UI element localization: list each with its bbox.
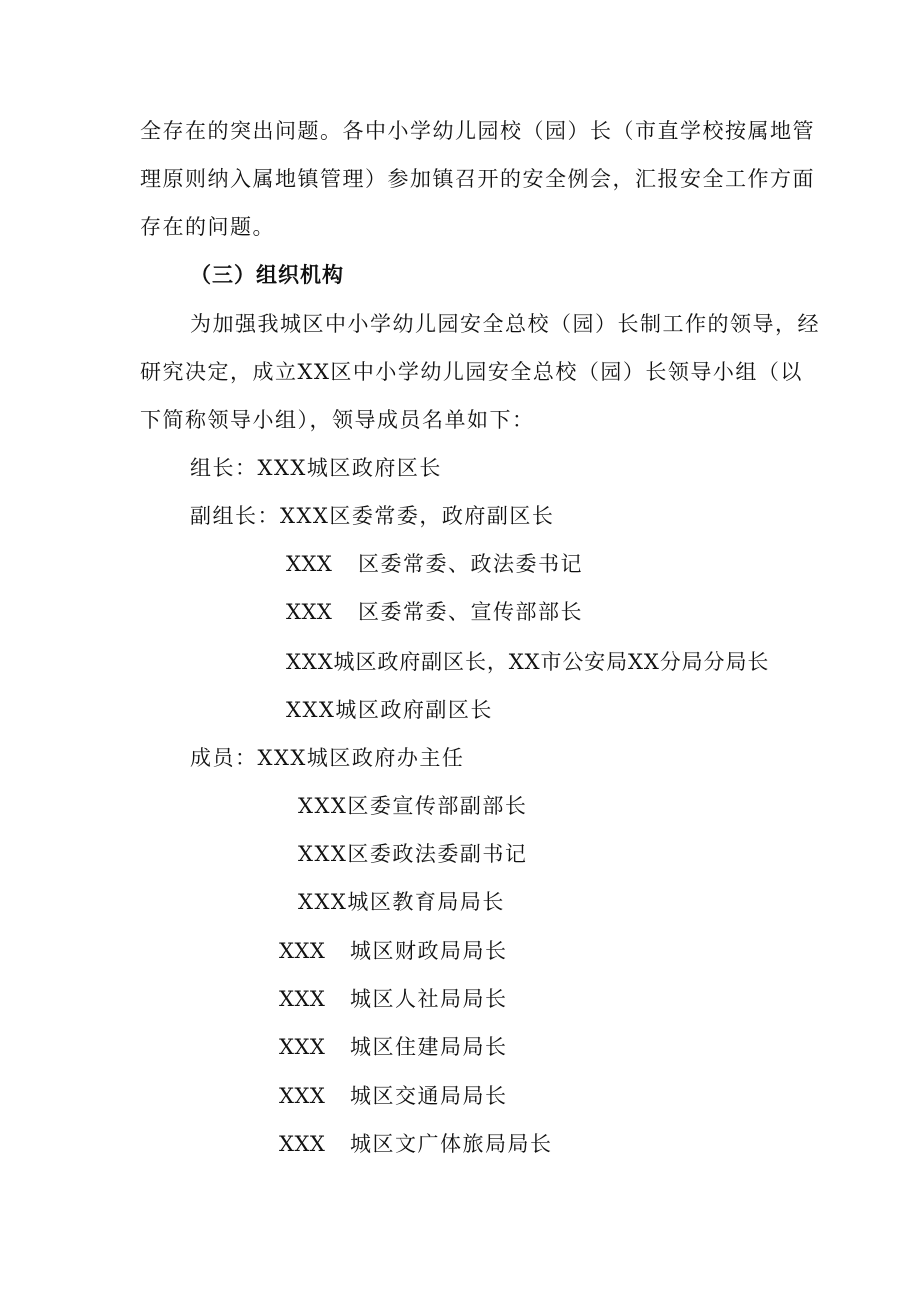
paragraph-2-line-1: 为加强我城区中小学幼儿园安全总校（园）长制工作的领导，经: [190, 312, 820, 336]
member-a-2: XXX区委政法委副书记: [298, 842, 528, 866]
deputy-3-line: XXX城区政府副区长，XX市公安局XX分局分局长: [286, 650, 770, 674]
deputy-4-line: XXX城区政府副区长: [286, 698, 493, 722]
member-b-3-name: XXX: [279, 1035, 326, 1059]
deputy-2-role: 区委常委、宣传部部长: [358, 600, 583, 624]
section-heading: （三）组织机构: [190, 263, 344, 287]
paragraph-1-line-1: 全存在的突出问题。各中小学幼儿园校（园）长（市直学校按属地管: [140, 119, 815, 143]
member-b-2-role: 城区人社局局长: [350, 987, 508, 1011]
paragraph-1-line-3: 存在的问题。: [140, 215, 275, 239]
deputy-1-name: XXX: [286, 552, 333, 576]
member-b-4-name: XXX: [279, 1084, 326, 1108]
member-b-1-role: 城区财政局局长: [350, 939, 508, 963]
paragraph-1-line-2: 理原则纳入属地镇管理）参加镇召开的安全例会，汇报安全工作方面: [140, 167, 815, 191]
paragraph-2-line-2: 研究决定，成立XX区中小学幼儿园安全总校（园）长领导小组（以: [140, 360, 803, 384]
members-line: 成员：XXX城区政府办主任: [190, 746, 465, 770]
deputy-2-name: XXX: [286, 600, 333, 624]
leader-line: 组长：XXX城区政府区长: [190, 456, 442, 480]
member-a-3: XXX城区教育局局长: [298, 890, 505, 914]
member-b-5-role: 城区文广体旅局局长: [350, 1132, 553, 1156]
deputy-leader-line: 副组长：XXX区委常委，政府副区长: [190, 504, 555, 528]
member-a-1: XXX区委宣传部副部长: [298, 794, 528, 818]
member-b-2-name: XXX: [279, 987, 326, 1011]
deputy-1-role: 区委常委、政法委书记: [358, 552, 583, 576]
member-b-5-name: XXX: [279, 1132, 326, 1156]
member-b-3-role: 城区住建局局长: [350, 1035, 508, 1059]
member-b-1-name: XXX: [279, 939, 326, 963]
paragraph-2-line-3: 下简称领导小组），领导成员名单如下：: [140, 408, 535, 432]
member-b-4-role: 城区交通局局长: [350, 1084, 508, 1108]
